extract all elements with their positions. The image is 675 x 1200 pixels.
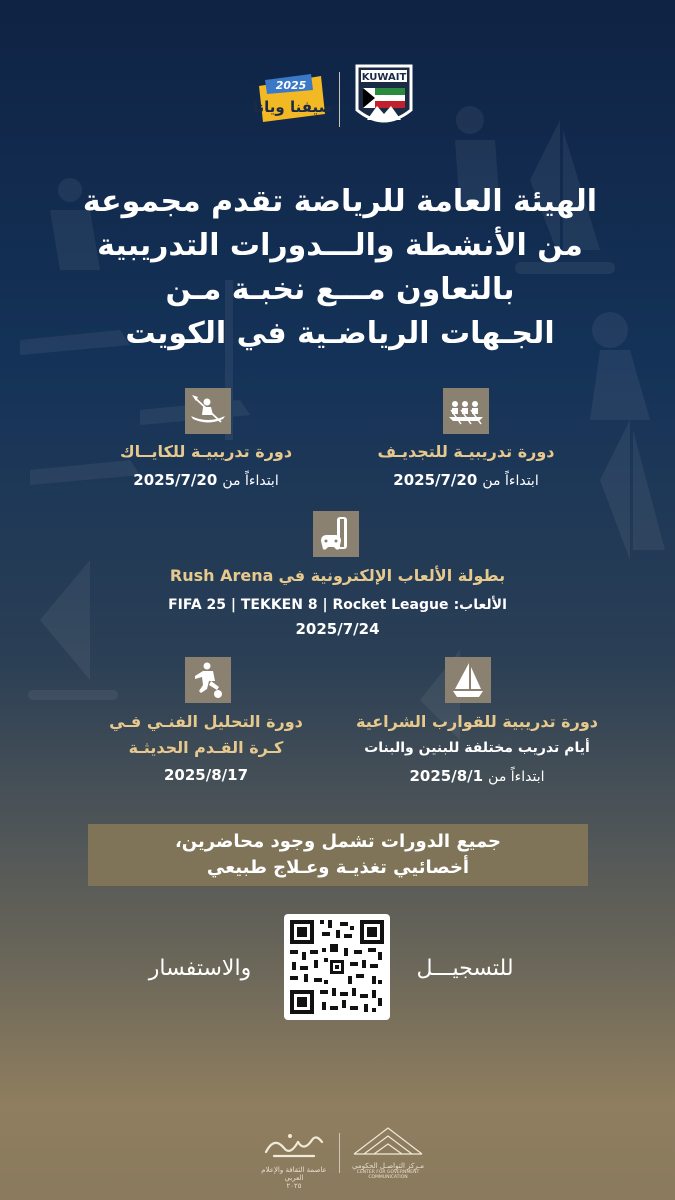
notice-banner bbox=[88, 824, 588, 886]
kuwait-logo-text: KUWAIT bbox=[361, 72, 407, 83]
headline-line-2: من الأنشطة والـــدورات التدريبية bbox=[97, 228, 583, 263]
kuwait-sports-logo bbox=[353, 62, 415, 132]
sailing-course-date: 2025/8/1 bbox=[409, 767, 484, 785]
football-player-icon bbox=[185, 657, 231, 703]
government-communication-caption-en: CENTER FOR GOVERNMENT COMMUNICATION bbox=[356, 1170, 420, 1180]
headline-line-1: الهيئة العامة للرياضة تقدم مجموعة bbox=[82, 184, 598, 219]
summer-2025-logo bbox=[252, 72, 334, 127]
kayak-course-start bbox=[70, 470, 342, 489]
kayak-start-label: ابتداءاً من bbox=[222, 473, 279, 489]
summer-logo-year: 2025 bbox=[275, 79, 307, 92]
sailboat-icon bbox=[445, 657, 491, 703]
esports-date: 2025/7/24 bbox=[295, 620, 380, 638]
headline bbox=[60, 180, 620, 356]
sailing-course-note: أيام تدريب مختلفة للبنين والبنات bbox=[364, 740, 590, 756]
esports-games-row bbox=[120, 594, 555, 613]
kayak-course-date: 2025/7/20 bbox=[133, 471, 218, 489]
sailing-course-title: دورة تدريبية للقوارب الشراعية bbox=[356, 712, 598, 731]
logo-row bbox=[0, 62, 675, 142]
kayak-course-title: دورة تدريبيـة للكايــاك bbox=[119, 442, 293, 461]
esports-title-row bbox=[120, 566, 555, 585]
rowing-course-start bbox=[330, 470, 602, 489]
registration-qr-code[interactable] bbox=[284, 914, 390, 1020]
capital-of-culture-year: ٢٠٢٥ bbox=[286, 1182, 302, 1190]
inquiry-label: والاستفسار bbox=[148, 956, 252, 981]
rowing-start-label: ابتداءاً من bbox=[482, 473, 539, 489]
government-communication-logo bbox=[348, 1124, 428, 1180]
capital-of-culture-logo bbox=[254, 1128, 334, 1190]
rowing-course-date: 2025/7/20 bbox=[393, 471, 478, 489]
rowing-icon bbox=[443, 388, 489, 434]
headline-line-4: الجـهات الرياضـية في الكويت bbox=[125, 316, 555, 351]
headline-line-3: بالتعاون مـــع نخبـة مـن bbox=[165, 272, 515, 307]
government-communication-caption: مـركز التواصـل الحكومي bbox=[351, 1162, 425, 1170]
register-label: للتسجيـــل bbox=[416, 956, 514, 981]
footer-divider bbox=[339, 1133, 340, 1173]
sailing-course-start bbox=[330, 766, 624, 785]
game-console-icon bbox=[313, 511, 359, 557]
esports-games-list: FIFA 25 | TEKKEN 8 | Rocket League bbox=[168, 597, 449, 613]
football-course-date: 2025/8/17 bbox=[163, 766, 249, 784]
capital-of-culture-caption: عاصمة الثقافة والإعلام العربي bbox=[261, 1166, 327, 1182]
esports-title: بطولة الألعاب الإلكترونية في bbox=[278, 566, 506, 585]
notice-line-2: أخصائيي تغذيـة وعـلاج طبيعي bbox=[206, 857, 470, 878]
football-course-title: دورة التحليل الفنـي فـي bbox=[109, 712, 303, 731]
sailing-start-label: ابتداءاً من bbox=[488, 769, 545, 785]
esports-venue: Rush Arena bbox=[169, 566, 274, 585]
kayak-icon bbox=[185, 388, 231, 434]
rowing-course-title: دورة تدريبيـة للتجديـف bbox=[377, 442, 555, 461]
esports-games-label: الألعاب: bbox=[453, 597, 507, 613]
summer-logo-text: صيفنا ويانا bbox=[252, 98, 334, 116]
notice-line-1: جميع الدورات تشمل وجود محاضرين، bbox=[174, 831, 502, 852]
football-course-title-2: كـرة القـدم الحديثـة bbox=[128, 738, 284, 757]
logo-divider bbox=[339, 72, 340, 127]
